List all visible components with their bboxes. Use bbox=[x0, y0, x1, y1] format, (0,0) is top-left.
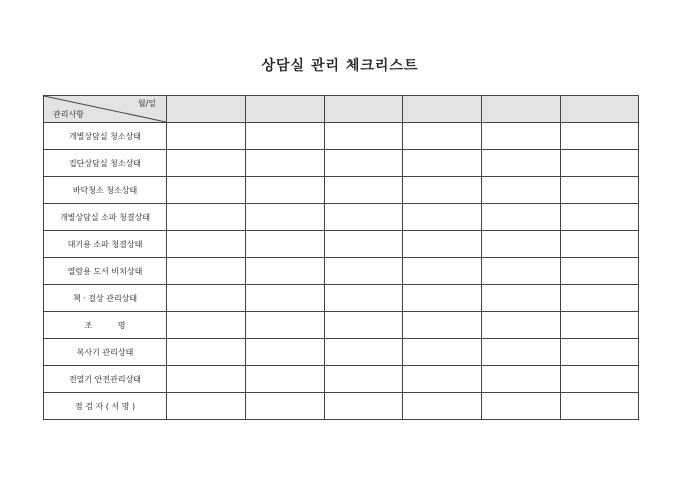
check-cell[interactable] bbox=[167, 258, 246, 285]
check-cell[interactable] bbox=[246, 150, 325, 177]
check-cell[interactable] bbox=[167, 204, 246, 231]
check-cell[interactable] bbox=[246, 366, 325, 393]
row-label: 복사기 관리상태 bbox=[44, 339, 167, 366]
check-cell[interactable] bbox=[403, 204, 482, 231]
check-cell[interactable] bbox=[482, 177, 561, 204]
check-cell[interactable] bbox=[167, 393, 246, 420]
row-label: 점 검 자 ( 서 명 ) bbox=[44, 393, 167, 420]
table-row bbox=[44, 339, 639, 366]
check-cell[interactable] bbox=[246, 285, 325, 312]
row-label: 개별상담실 청소상태 bbox=[44, 123, 167, 150]
check-cell[interactable] bbox=[167, 366, 246, 393]
document-title: 상담실 관리 체크리스트 bbox=[261, 58, 419, 74]
check-cell[interactable] bbox=[246, 231, 325, 258]
check-cell[interactable] bbox=[403, 231, 482, 258]
check-cell[interactable] bbox=[482, 123, 561, 150]
table-row bbox=[44, 123, 639, 150]
check-cell[interactable] bbox=[325, 339, 403, 366]
check-cell[interactable] bbox=[403, 285, 482, 312]
check-cell[interactable] bbox=[561, 177, 639, 204]
check-cell[interactable] bbox=[561, 366, 639, 393]
check-cell[interactable] bbox=[246, 204, 325, 231]
row-label: 책 · 걸상 관리상태 bbox=[44, 285, 167, 312]
check-cell[interactable] bbox=[482, 285, 561, 312]
check-cell[interactable] bbox=[167, 285, 246, 312]
check-cell[interactable] bbox=[246, 312, 325, 339]
check-cell[interactable] bbox=[325, 258, 403, 285]
check-cell[interactable] bbox=[246, 123, 325, 150]
check-cell[interactable] bbox=[403, 366, 482, 393]
check-cell[interactable] bbox=[167, 312, 246, 339]
check-cell[interactable] bbox=[403, 339, 482, 366]
check-cell[interactable] bbox=[246, 177, 325, 204]
check-cell[interactable] bbox=[561, 285, 639, 312]
row-label: 개별상담실 소파 청결상태 bbox=[44, 204, 167, 231]
check-cell[interactable] bbox=[403, 393, 482, 420]
check-cell[interactable] bbox=[482, 312, 561, 339]
table-row bbox=[44, 393, 639, 420]
check-cell[interactable] bbox=[561, 231, 639, 258]
checklist-table bbox=[43, 95, 639, 420]
check-cell[interactable] bbox=[403, 177, 482, 204]
corner-header-cell bbox=[44, 96, 167, 123]
date-header-label: 월/일 bbox=[137, 99, 156, 108]
date-cell[interactable] bbox=[325, 96, 403, 123]
table-row bbox=[44, 150, 639, 177]
row-label: 대기용 소파 청결상태 bbox=[44, 231, 167, 258]
check-cell[interactable] bbox=[403, 150, 482, 177]
table-row bbox=[44, 231, 639, 258]
check-cell[interactable] bbox=[325, 312, 403, 339]
item-header-label: 관리사항 bbox=[53, 110, 84, 119]
date-cell[interactable] bbox=[482, 96, 561, 123]
table-row bbox=[44, 285, 639, 312]
check-cell[interactable] bbox=[561, 150, 639, 177]
check-cell[interactable] bbox=[561, 204, 639, 231]
table-row bbox=[44, 366, 639, 393]
date-cell[interactable] bbox=[167, 96, 246, 123]
row-label: 조 명 bbox=[44, 312, 167, 339]
check-cell[interactable] bbox=[167, 231, 246, 258]
check-cell[interactable] bbox=[482, 231, 561, 258]
table-row bbox=[44, 312, 639, 339]
row-label: 전열기 안전관리상태 bbox=[44, 366, 167, 393]
check-cell[interactable] bbox=[482, 366, 561, 393]
check-cell[interactable] bbox=[325, 177, 403, 204]
table-row bbox=[44, 258, 639, 285]
check-cell[interactable] bbox=[482, 258, 561, 285]
check-cell[interactable] bbox=[325, 231, 403, 258]
check-cell[interactable] bbox=[167, 150, 246, 177]
check-cell[interactable] bbox=[403, 258, 482, 285]
header-row bbox=[44, 96, 639, 123]
check-cell[interactable] bbox=[561, 258, 639, 285]
table-row bbox=[44, 204, 639, 231]
row-label: 집단상담실 청소상태 bbox=[44, 150, 167, 177]
check-cell[interactable] bbox=[246, 339, 325, 366]
check-cell[interactable] bbox=[561, 123, 639, 150]
check-cell[interactable] bbox=[482, 204, 561, 231]
check-cell[interactable] bbox=[246, 258, 325, 285]
check-cell[interactable] bbox=[482, 393, 561, 420]
check-cell[interactable] bbox=[325, 204, 403, 231]
date-cell[interactable] bbox=[403, 96, 482, 123]
check-cell[interactable] bbox=[325, 123, 403, 150]
check-cell[interactable] bbox=[167, 177, 246, 204]
date-cell[interactable] bbox=[246, 96, 325, 123]
check-cell[interactable] bbox=[403, 312, 482, 339]
check-cell[interactable] bbox=[561, 339, 639, 366]
row-label: 열람용 도서 비치상태 bbox=[44, 258, 167, 285]
check-cell[interactable] bbox=[482, 339, 561, 366]
check-cell[interactable] bbox=[167, 339, 246, 366]
check-cell[interactable] bbox=[167, 123, 246, 150]
check-cell[interactable] bbox=[325, 366, 403, 393]
row-label: 바닥청소 청소상태 bbox=[44, 177, 167, 204]
check-cell[interactable] bbox=[325, 150, 403, 177]
check-cell[interactable] bbox=[482, 150, 561, 177]
check-cell[interactable] bbox=[561, 393, 639, 420]
check-cell[interactable] bbox=[325, 285, 403, 312]
date-cell[interactable] bbox=[561, 96, 639, 123]
check-cell[interactable] bbox=[325, 393, 403, 420]
check-cell[interactable] bbox=[561, 312, 639, 339]
check-cell[interactable] bbox=[403, 123, 482, 150]
check-cell[interactable] bbox=[246, 393, 325, 420]
table-row bbox=[44, 177, 639, 204]
